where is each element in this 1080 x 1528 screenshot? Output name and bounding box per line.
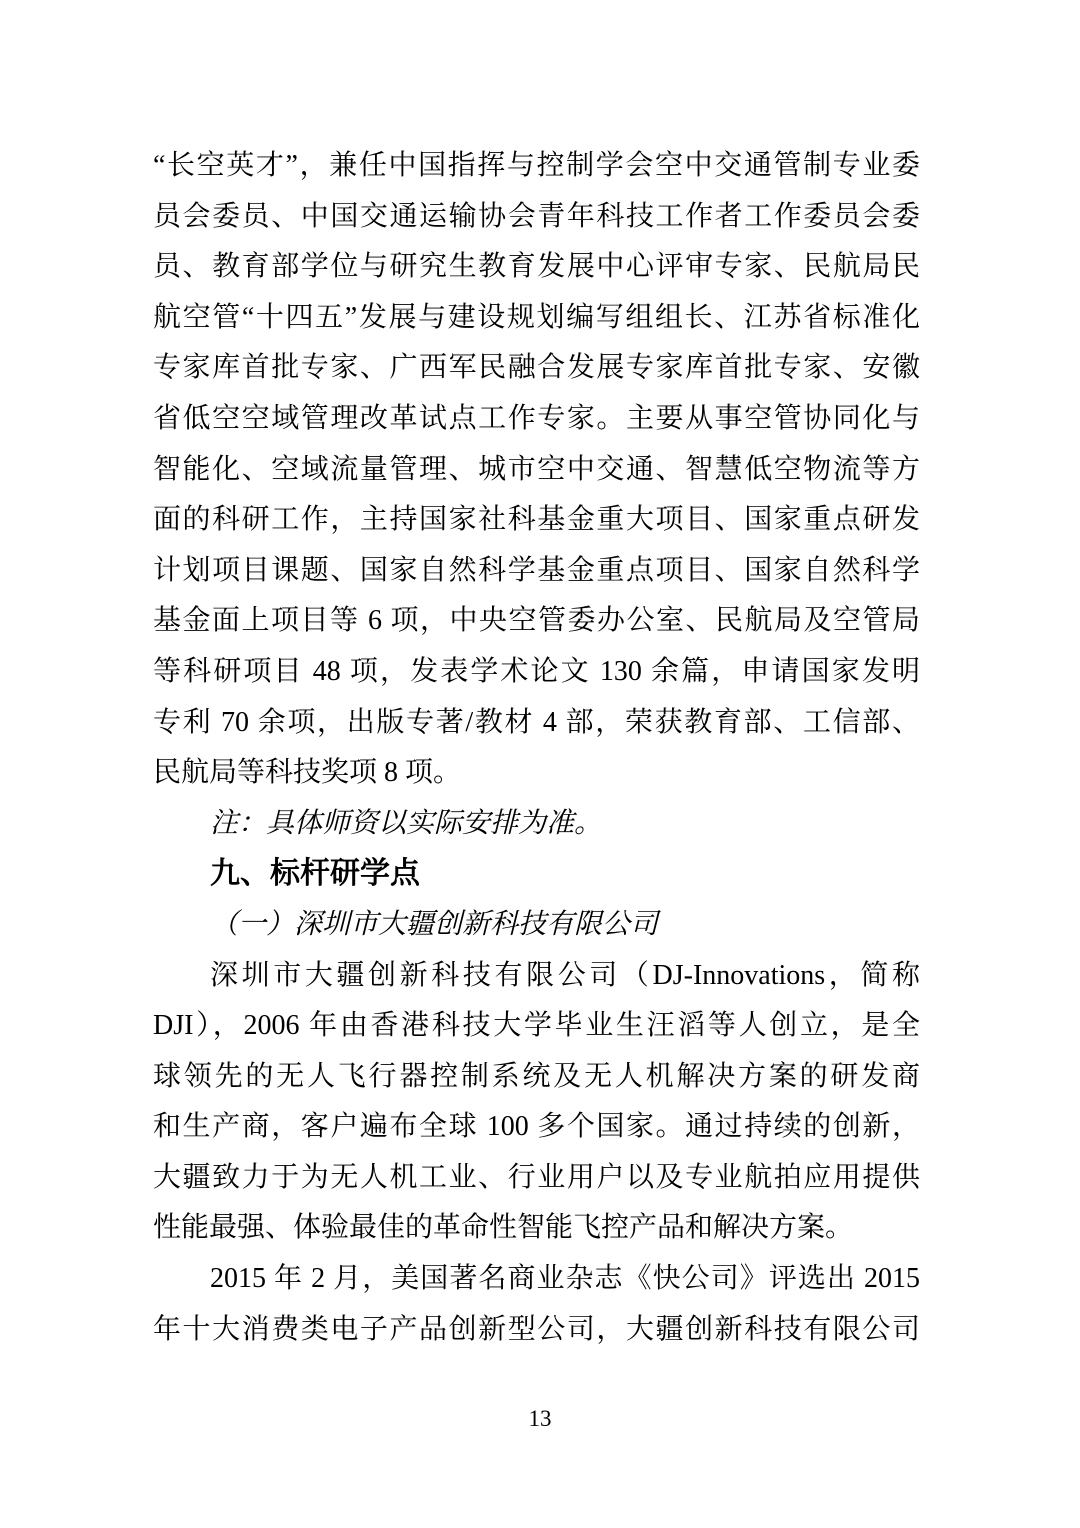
text-line: DJI），2006 年由香港科技大学毕业生汪滔等人创立，是全 <box>153 1010 920 1042</box>
text-line: 面的科研工作，主持国家社科基金重大项目、国家重点研发 <box>153 504 920 536</box>
text-line: （一）深圳市大疆创新科技有限公司 <box>210 908 659 940</box>
text-line: 和生产商，客户遍布全球 100 多个国家。通过持续的创新， <box>153 1111 920 1143</box>
text-line: 大疆致力于为无人机工业、行业用户以及专业航拍应用提供 <box>153 1161 920 1193</box>
text-line: 省低空空域管理改革试点工作专家。主要从事空管协同化与 <box>153 402 920 434</box>
text-line: 专家库首批专家、广西军民融合发展专家库首批专家、安徽 <box>153 352 920 384</box>
text-line: 注：具体师资以实际安排为准。 <box>210 807 603 839</box>
text-line: 计划项目课题、国家自然科学基金重点项目、国家自然科学 <box>153 554 920 586</box>
text-line: “长空英才”，兼任中国指挥与控制学会空中交通管制专业委 <box>153 150 920 181</box>
text-line: 年十大消费类电子产品创新型公司，大疆创新科技有限公司 <box>153 1313 920 1345</box>
text-line: 专利 70 余项，出版专著/教材 4 部，荣获教育部、工信部、 <box>153 706 920 738</box>
text-line: 性能最强、体验最佳的革命性智能飞控产品和解决方案。 <box>153 1212 854 1244</box>
text-line: 九、标杆研学点 <box>210 857 420 891</box>
text-line: 球领先的无人飞行器控制系统及无人机解决方案的研发商 <box>153 1060 920 1092</box>
text-line: 等科研项目 48 项，发表学术论文 130 余篇，申请国家发明 <box>153 655 920 687</box>
text-line: 航空管“十四五”发展与建设规划编写组组长、江苏省标准化 <box>153 301 920 333</box>
text-line: 基金面上项目等 6 项，中央空管委办公室、民航局及空管局 <box>153 605 920 637</box>
text-line: 员会委员、中国交通运输协会青年科技工作者工作委员会委 <box>153 200 920 232</box>
document-body-text <box>153 141 920 1355</box>
text-line: 员、教育部学位与研究生教育发展中心评审专家、民航局民 <box>153 251 920 283</box>
text-line: 智能化、空域流量管理、城市空中交通、智慧低空物流等方 <box>153 453 920 485</box>
text-line: 民航局等科技奖项 8 项。 <box>153 757 462 789</box>
page-number: 13 <box>528 1406 552 1431</box>
text-line: 2015 年 2 月，美国著名商业杂志《快公司》评选出 2015 <box>210 1263 920 1295</box>
text-line: 深圳市大疆创新科技有限公司（DJ-Innovations，简称 <box>210 959 920 991</box>
